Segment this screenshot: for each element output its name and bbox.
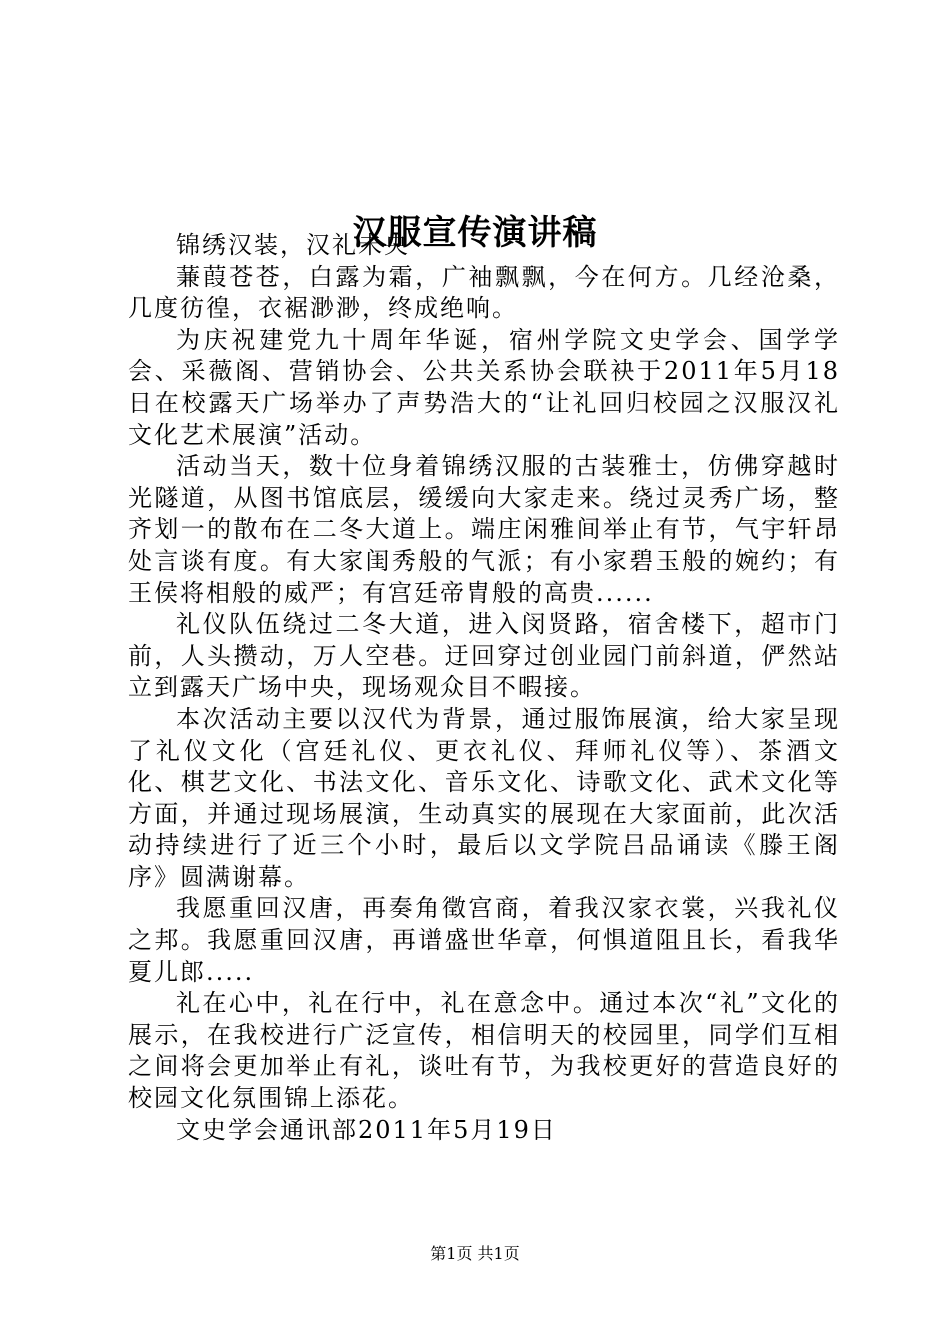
body-paragraph: 活动当天，数十位身着锦绣汉服的古装雅士，仿佛穿越时光隧道，从图书馆底层，缓缓向大家走来。绕过灵秀广场，整齐划一的散布在二冬大道上。端庄闲雅间举止有节，气宇轩昂处言谈有度。有大家闺秀般的气派；有小家碧玉般的婉约；有王侯将相般的威严；有宫廷帝胄般的高贵...... bbox=[128, 452, 840, 607]
body-paragraph: 礼在心中，礼在行中，礼在意念中。通过本次“礼”文化的展示，在我校进行广泛宣传，相信明天的校园里，同学们互相之间将会更加举止有礼，谈吐有节，为我校更好的营造良好的校园文化氛围锦上添花。 bbox=[128, 989, 840, 1113]
subtitle-paragraph: 锦绣汉装，汉礼未央 bbox=[176, 231, 410, 259]
signature-paragraph: 文史学会通讯部2011年5月19日 bbox=[176, 1115, 557, 1144]
body-paragraph: 为庆祝建党九十周年华诞，宿州学院文史学会、国学学会、采薇阁、营销协会、公共关系协会联袂于2011年5月18日在校露天广场举办了声势浩大的“让礼回归校园之汉服汉礼文化艺术展演”活动。 bbox=[128, 325, 840, 449]
page-title: 汉服宣传演讲稿 bbox=[352, 212, 598, 253]
document-body bbox=[128, 230, 840, 1146]
body-paragraph: 礼仪队伍绕过二冬大道，进入闵贤路，宿舍楼下，超市门前，人头攒动，万人空巷。迂回穿过创业园门前斜道，俨然站立到露天广场中央，现场观众目不暇接。 bbox=[128, 610, 840, 702]
body-paragraph: 蒹葭苍苍，白露为霜，广袖飘飘，今在何方。几经沧桑，几度彷徨，衣裾渺渺，终成绝响。 bbox=[128, 262, 840, 323]
body-paragraph: 我愿重回汉唐，再奏角徵宫商，着我汉家衣裳，兴我礼仪之邦。我愿重回汉唐，再谱盛世华章，何惧道阻且长，看我华夏儿郎..... bbox=[128, 894, 840, 986]
body-paragraph: 本次活动主要以汉代为背景，通过服饰展演，给大家呈现了礼仪文化（宫廷礼仪、更衣礼仪、拜师礼仪等）、茶酒文化、棋艺文化、书法文化、音乐文化、诗歌文化、武术文化等方面，并通过现场展演，生动真实的展现在大家面前，此次活动持续进行了近三个小时，最后以文学院吕品诵读《滕王阁序》圆满谢幕。 bbox=[128, 704, 840, 891]
page-number-footer: 第1页 共1页 bbox=[430, 1244, 520, 1263]
